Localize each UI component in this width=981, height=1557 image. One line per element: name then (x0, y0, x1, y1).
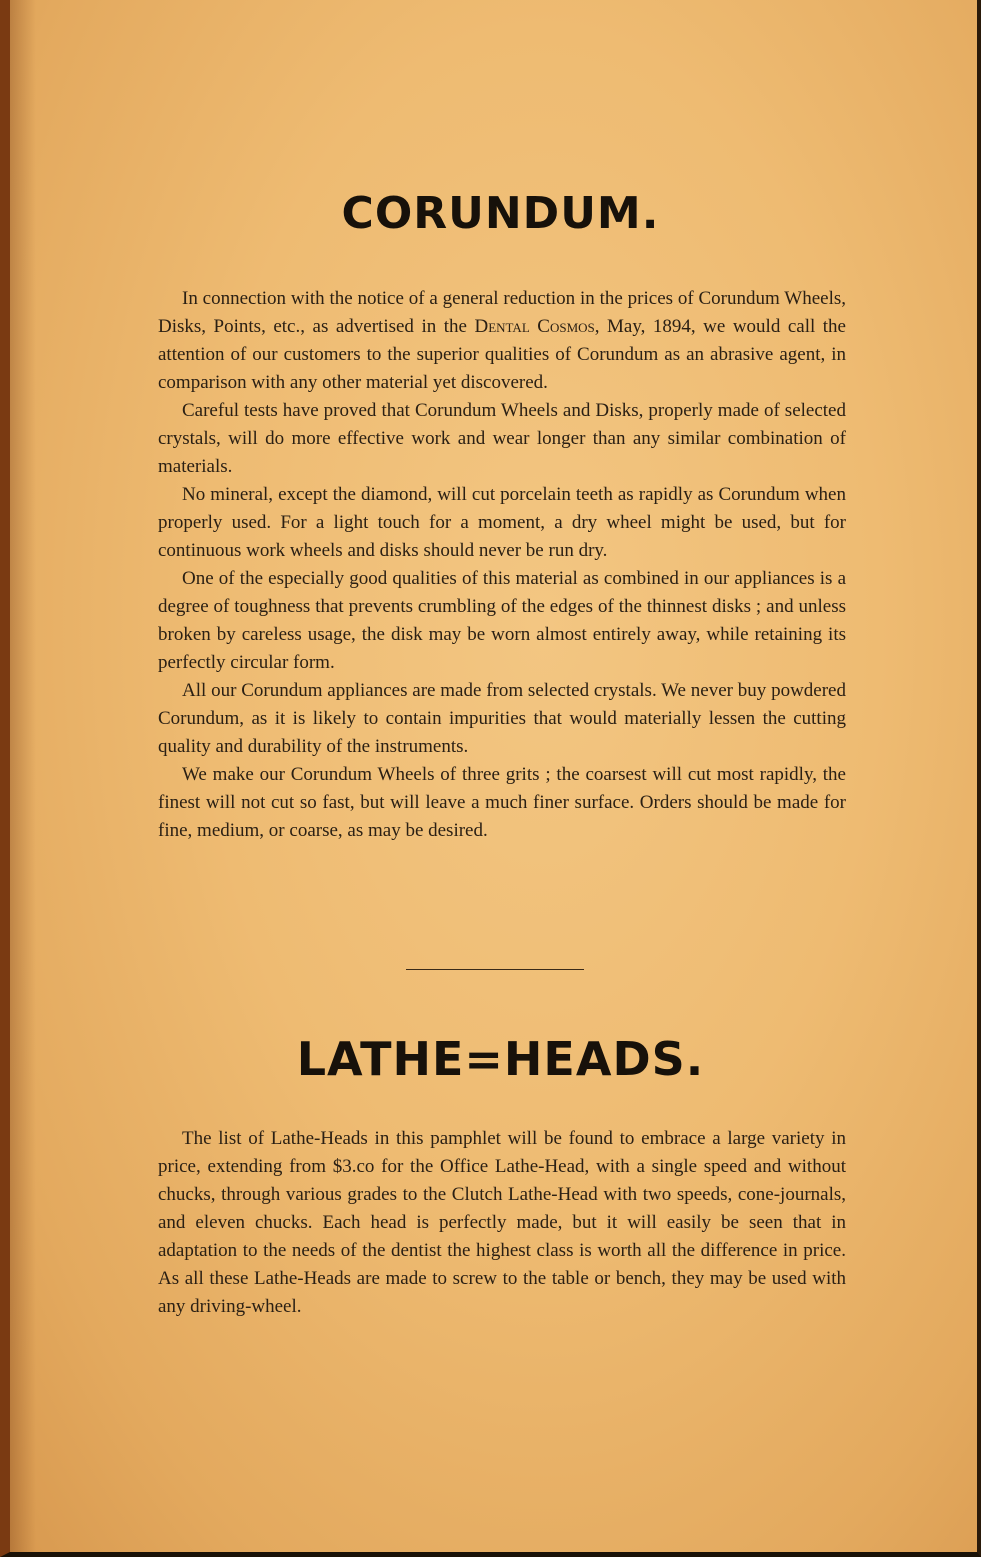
lathe-heads-paragraph: The list of Lathe-Heads in this pamphlet will be found to embrace a large variety in price, extending from $3.co for the Office Lathe-Head, with a single speed and without chucks, through various grades to the Clutch Lathe-Head with two speeds, cone-journals, and eleven chucks. Each head is perfectly made, but it will easily be seen that in adaptation to the needs of the dentist the highest class is worth all the difference in price. As all these Lathe-Heads are made to screw to the table or bench, they may be used with any driving-wheel. (158, 1128, 846, 1317)
corundum-paragraph: Careful tests have proved that Corundum Wheels and Disks, properly made of selected crystals, will do more effective work and wear longer than any similar combination of materials. (158, 400, 846, 477)
corundum-paragraph (158, 285, 846, 397)
corundum-paragraph: All our Corundum appliances are made from selected crystals. We never buy powdered Corundum, as it is likely to contain impurities that would materially lessen the cutting quality and durability of the instruments. (158, 680, 846, 757)
corundum-paragraph: We make our Corundum Wheels of three grits ; the coarsest will cut most rapidly, the finest will not cut so fast, but will leave a much finer surface. Orders should be made for fine, medium, or coarse, as may be desired. (158, 764, 846, 841)
lathe-heads-body (158, 1125, 846, 1321)
corundum-heading: CORUNDUM. (341, 188, 660, 239)
publication-name: Dental Cosmos (474, 316, 595, 337)
corundum-paragraph: One of the especially good qualities of this material as combined in our appliances is a degree of toughness that prevents crumbling of the edges of the thinnest disks ; and unless broken by careless usage, the disk may be worn almost entirely away, while retaining its perfectly circular form. (158, 568, 846, 673)
paragraph-text: , May, 1894, we would call the attention of our customers to the superior qualities of Corundum as an abrasive agent, in comparison with any other material yet discovered. (158, 316, 846, 393)
paragraph-text: In connection with the notice of a general reduction in the prices of Corundum Wheels, Disks, Points, etc., as advertised in the (158, 288, 846, 337)
corundum-body (158, 285, 846, 845)
lathe-heads-heading: LATHE=HEADS. (296, 1032, 705, 1086)
corundum-paragraph: No mineral, except the diamond, will cut porcelain teeth as rapidly as Corundum when properly used. For a light touch for a moment, a dry wheel might be used, but for continuous work wheels and disks should never be run dry. (158, 484, 846, 561)
section-divider (406, 969, 584, 970)
